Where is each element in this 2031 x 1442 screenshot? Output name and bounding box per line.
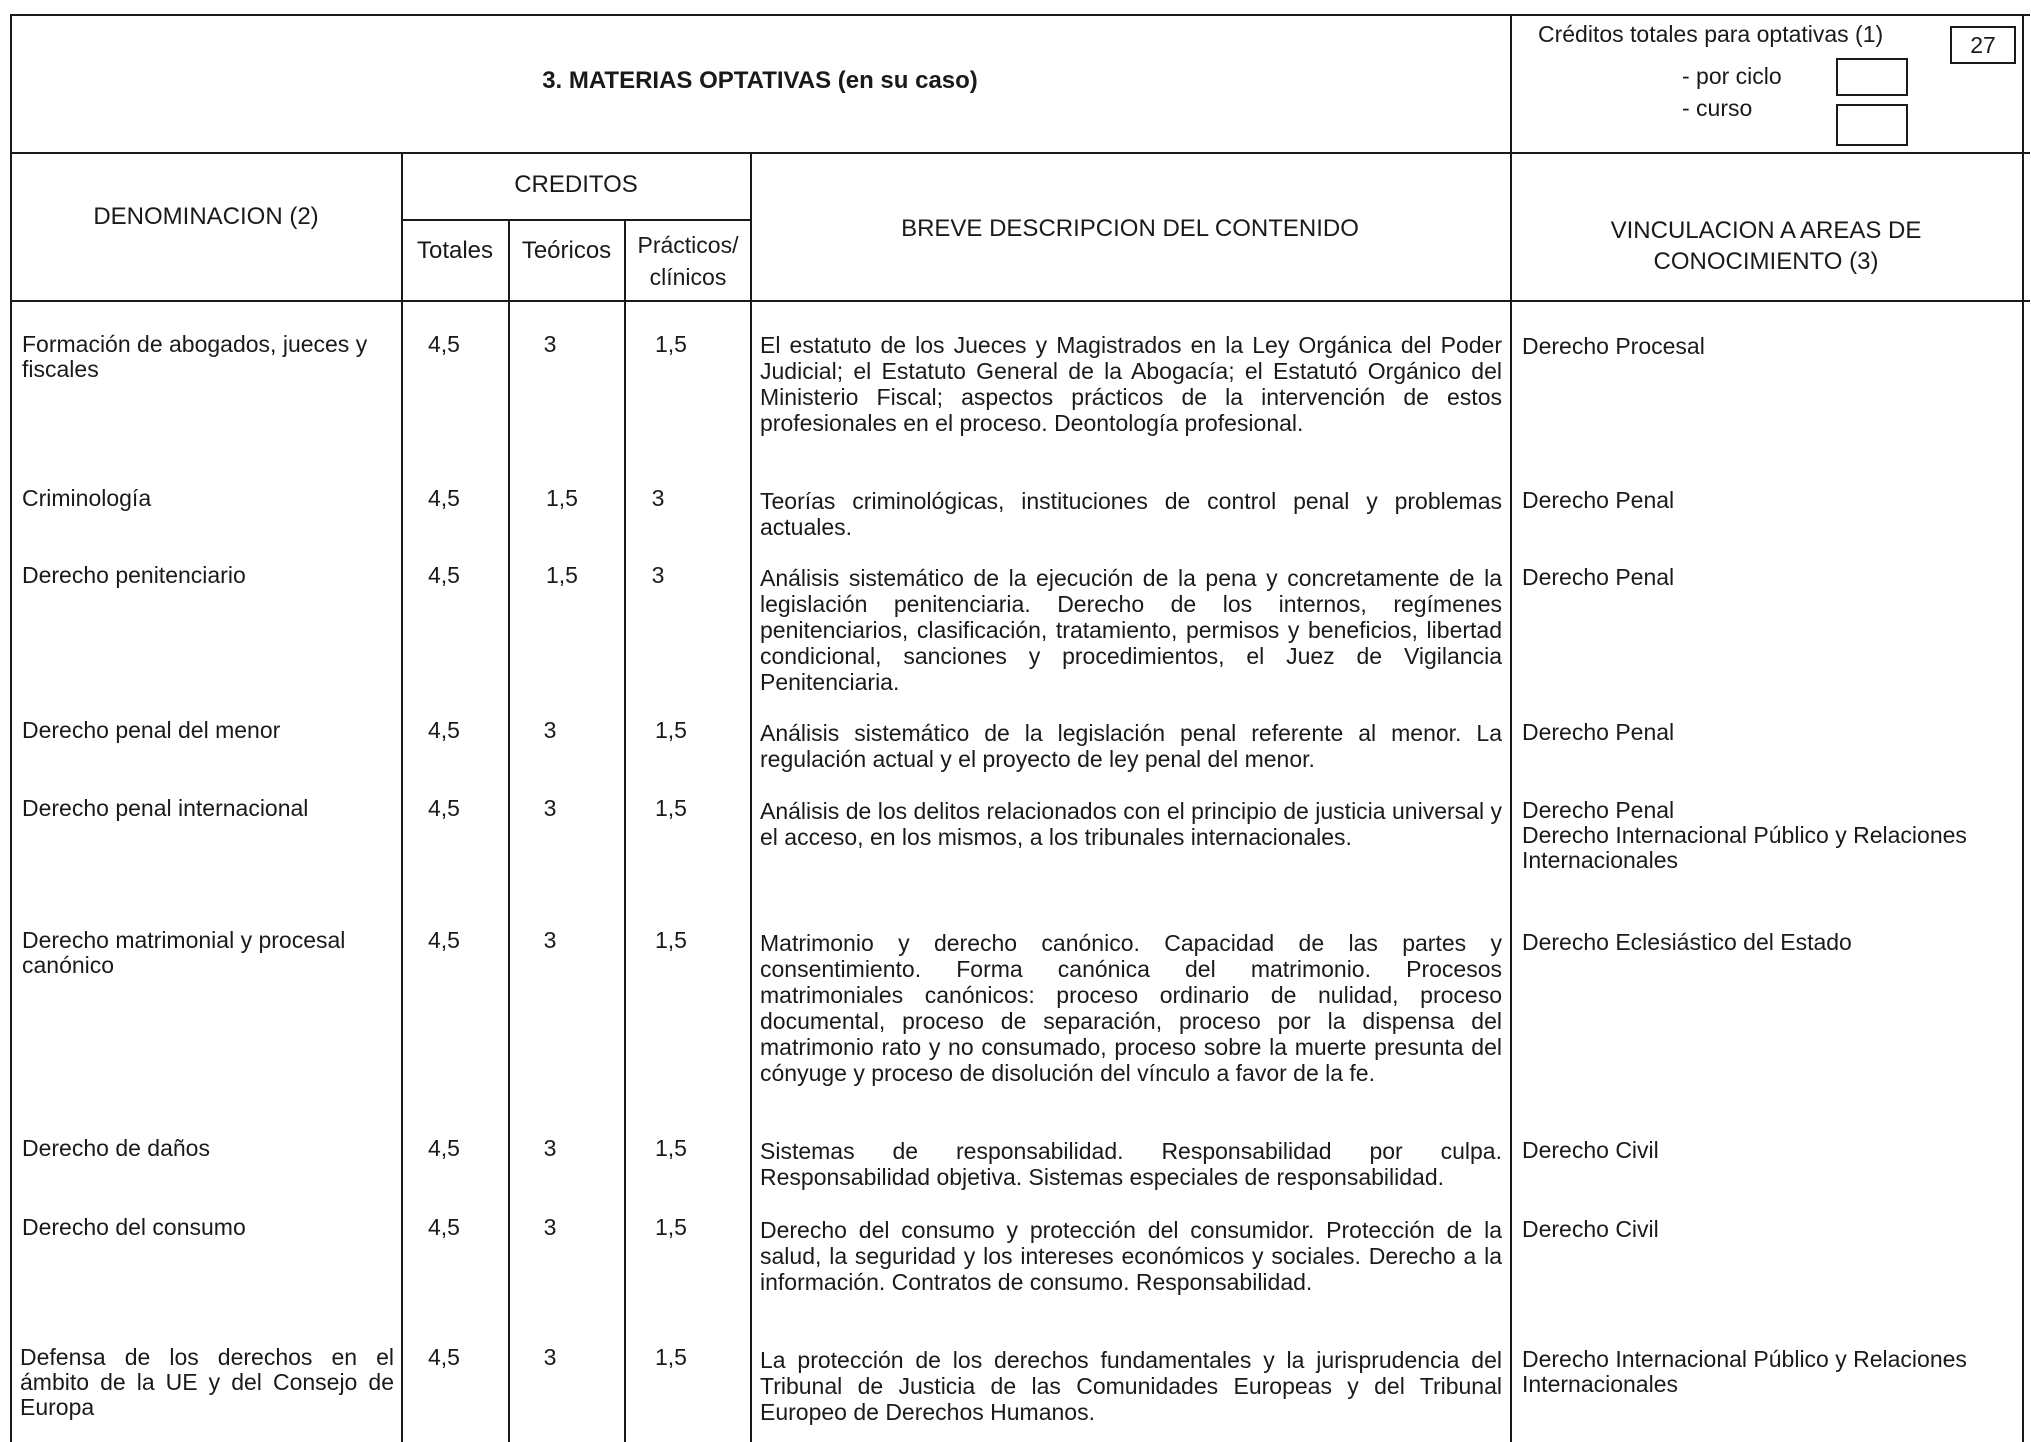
header-denominacion: DENOMINACION (2)	[93, 203, 319, 230]
row-3-area: Derecho Penal	[1522, 719, 1675, 745]
row-7-practicos: 1,5	[655, 1214, 687, 1240]
row-8-area: Derecho Internacional Público y Relaciones Internacionales	[1522, 1346, 1967, 1397]
row-4-description: Análisis de los delitos relacionados con el principio de justicia universal y el acceso, en los mismos, a los tribunales internacionales.	[760, 798, 1502, 850]
row-3-description: Análisis sistemático de la legislación penal referente al menor. La regulación actual y el proyecto de ley penal del menor.	[760, 720, 1502, 772]
row-1-area: Derecho Penal	[1522, 487, 1675, 513]
row-8-practicos: 1,5	[655, 1344, 687, 1370]
row-3-practicos: 1,5	[655, 717, 687, 743]
row-7-totales: 4,5	[428, 1214, 460, 1240]
row-1-name: Criminología	[22, 485, 152, 511]
row-2-name: Derecho penitenciario	[22, 562, 246, 588]
row-8-totales: 4,5	[428, 1344, 460, 1370]
row-2-practicos: 3	[651, 562, 665, 588]
row-3-teoricos: 3	[543, 717, 557, 743]
row-6-teoricos: 3	[543, 1135, 557, 1161]
row-6-area: Derecho Civil	[1522, 1137, 1659, 1163]
row-0-name: Formación de abogados, jueces y fiscales	[22, 331, 368, 382]
row-0-area: Derecho Procesal	[1522, 333, 1705, 359]
row-3-totales: 4,5	[428, 717, 460, 743]
row-7-description: Derecho del consumo y protección del consumidor. Protección de la salud, la seguridad y los intereses económicos y sociales. Derecho a la información. Contratos de consumo. Responsabilidad.	[760, 1217, 1502, 1295]
row-4-practicos: 1,5	[655, 795, 687, 821]
header-descripcion: BREVE DESCRIPCION DEL CONTENIDO	[901, 215, 1359, 242]
row-4-area: Derecho Penal Derecho Internacional Público y Relaciones Internacionales	[1522, 797, 1967, 873]
por-ciclo-label: - por ciclo	[1682, 63, 1782, 89]
row-0-totales: 4,5	[428, 331, 460, 357]
row-6-practicos: 1,5	[655, 1135, 687, 1161]
row-6-totales: 4,5	[428, 1135, 460, 1161]
row-2-totales: 4,5	[428, 562, 460, 588]
row-3-name: Derecho penal del menor	[22, 717, 281, 743]
header-vinculacion-line1: VINCULACION A AREAS DE	[1610, 217, 1922, 244]
credits-total-box	[1950, 26, 2016, 64]
col-divider-totales	[508, 219, 510, 1442]
row-1-teoricos: 1,5	[546, 485, 578, 511]
row-8-teoricos: 3	[543, 1344, 557, 1370]
por-ciclo-box	[1836, 58, 1908, 96]
credits-total-value: 27	[1970, 32, 1996, 58]
row-5-teoricos: 3	[543, 927, 557, 953]
row-0-practicos: 1,5	[655, 331, 687, 357]
header-practicos-line1: Prácticos/	[637, 232, 739, 258]
row-1-totales: 4,5	[428, 485, 460, 511]
row-2-teoricos: 1,5	[546, 562, 578, 588]
column-header-divider	[10, 300, 2030, 302]
curso-label: - curso	[1682, 95, 1753, 121]
row-8-description: La protección de los derechos fundamentales y la jurisprudencia del Tribunal de Justicia de las Comunidades Europeas y del Tribunal Europeo de Derechos Humanos.	[760, 1347, 1502, 1425]
row-0-description: El estatuto de los Jueces y Magistrados en la Ley Orgánica del Poder Judicial; el Estatuto General de la Abogacía; el Estatutó Orgánico del Ministerio Fiscal; aspectos prácticos de la intervención de estos profesionales en el proceso. Deontología profesional.	[760, 332, 1502, 436]
row-4-totales: 4,5	[428, 795, 460, 821]
section-title: 3. MATERIAS OPTATIVAS (en su caso)	[542, 67, 978, 94]
row-2-description: Análisis sistemático de la ejecución de la pena y concretamente de la legislación penitenciaria. Derecho de los internos, regímenes penitenciarios, clasificación, tratamiento, permisos y beneficios, libertad condicional, sanciones y procedimientos, el Juez de Vigilancia Penitenciaria.	[760, 565, 1502, 695]
row-5-description: Matrimonio y derecho canónico. Capacidad de las partes y consentimiento. Forma canónica del matrimonio. Procesos matrimoniales canónicos: proceso ordinario de nulidad, proceso documental, proceso de separación, proceso por la dispensa del matrimonio rato y no consumado, proceso sobre la muerte presunta del cónyuge y proceso de disolución del vínculo a favor de la fe.	[760, 930, 1502, 1086]
row-7-area: Derecho Civil	[1522, 1216, 1659, 1242]
row-5-area: Derecho Eclesiástico del Estado	[1522, 929, 1852, 955]
col-divider-teoricos	[624, 219, 626, 1442]
row-7-name: Derecho del consumo	[22, 1214, 246, 1240]
curso-box	[1836, 104, 1908, 146]
creditos-subheader-divider	[401, 219, 751, 221]
row-4-teoricos: 3	[543, 795, 557, 821]
credits-label: Créditos totales para optativas (1)	[1538, 21, 1884, 47]
row-5-totales: 4,5	[428, 927, 460, 953]
row-2-area: Derecho Penal	[1522, 564, 1675, 590]
row-6-description: Sistemas de responsabilidad. Responsabilidad por culpa. Responsabilidad objetiva. Sistemas especiales de responsabilidad.	[760, 1138, 1502, 1190]
col-divider-creditos	[750, 152, 752, 1442]
row-5-name: Derecho matrimonial y procesal canónico	[22, 927, 346, 978]
table-right-border	[2022, 14, 2024, 1442]
header-practicos-line2: clínicos	[649, 264, 727, 290]
header-vinculacion-line2: CONOCIMIENTO (3)	[1653, 248, 1879, 275]
row-8-name: Defensa de los derechos en el ámbito de la UE y del Consejo de Europa	[20, 1344, 394, 1420]
header-divider	[10, 152, 2030, 154]
header-totales: Totales	[416, 237, 494, 264]
header-creditos: CREDITOS	[514, 171, 638, 198]
row-7-teoricos: 3	[543, 1214, 557, 1240]
col-divider-denominacion	[401, 152, 403, 1442]
row-5-practicos: 1,5	[655, 927, 687, 953]
row-1-description: Teorías criminológicas, instituciones de control penal y problemas actuales.	[760, 488, 1502, 540]
row-1-practicos: 3	[651, 485, 665, 511]
row-0-teoricos: 3	[543, 331, 557, 357]
header-teoricos: Teóricos	[521, 237, 612, 264]
row-6-name: Derecho de daños	[22, 1135, 210, 1161]
row-4-name: Derecho penal internacional	[22, 795, 309, 821]
table-top-border	[10, 14, 2030, 16]
